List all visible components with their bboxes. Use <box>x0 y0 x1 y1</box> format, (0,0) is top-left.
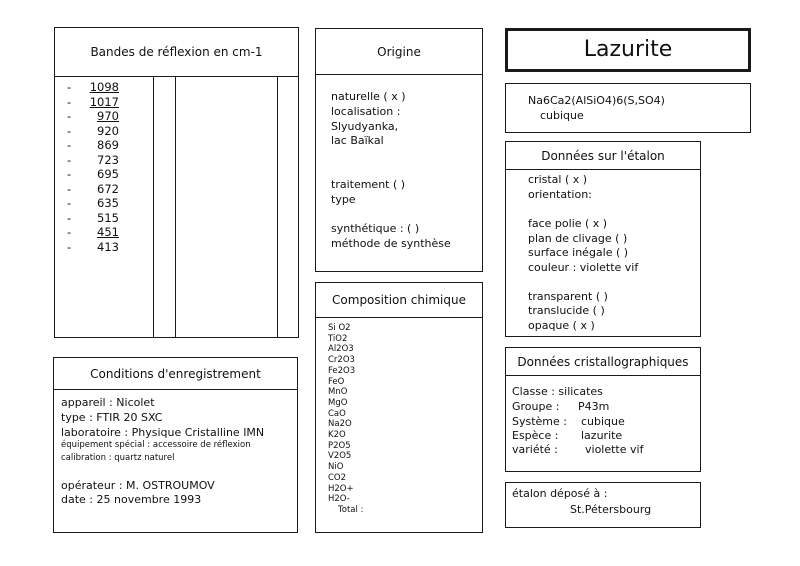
band-dash: - <box>67 181 72 196</box>
operator: opérateur : M. OSTROUMOV <box>61 479 215 492</box>
standard-data-title: Données sur l'étalon <box>506 142 700 170</box>
origin-synthesis-method: méthode de synthèse <box>331 237 451 250</box>
device-type: type : FTIR 20 SXC <box>61 411 163 424</box>
recording-conditions-title: Conditions d'enregistrement <box>54 358 297 390</box>
cleavage-plane: plan de clivage ( ) <box>528 232 628 245</box>
band-value: 672 <box>97 181 119 196</box>
composition-item: Cr2O3 <box>328 355 355 366</box>
deposit-place: St.Pétersbourg <box>570 503 652 516</box>
composition-item: H2O+ <box>328 483 354 494</box>
device: appareil : Nicolet <box>61 396 155 409</box>
special-equipment: équipement spécial : accessoire de réflexion <box>61 440 251 450</box>
band-dash: - <box>67 196 72 210</box>
band-row <box>67 196 119 210</box>
formula-panel <box>505 83 751 133</box>
chemical-composition-title: Composition chimique <box>316 283 482 318</box>
band-row <box>67 225 119 239</box>
translucent: translucide ( ) <box>528 304 605 317</box>
origin-natural: naturelle ( x ) <box>331 90 406 103</box>
system-value: cubique <box>581 415 625 428</box>
band-dash: - <box>67 210 72 225</box>
band-row <box>67 124 119 138</box>
origin-synthetic: synthétique : ( ) <box>331 222 420 235</box>
band-row <box>67 167 119 181</box>
band-value: 1017 <box>89 94 119 109</box>
band-dash: - <box>67 167 72 181</box>
band-value: 970 <box>97 109 119 123</box>
origin-panel <box>315 28 483 272</box>
band-row <box>67 240 119 254</box>
opaque: opaque ( x ) <box>528 319 595 332</box>
band-value: 451 <box>97 225 119 239</box>
deposit-panel <box>505 482 701 528</box>
band-row <box>67 153 119 167</box>
band-value: 920 <box>97 123 119 138</box>
polished-face: face polie ( x ) <box>528 217 608 230</box>
species-label: Espèce : <box>512 429 559 442</box>
composition-item: CaO <box>328 408 346 419</box>
origin-treatment: traitement ( ) <box>331 178 406 191</box>
uneven-surface: surface inégale ( ) <box>528 246 629 259</box>
band-dash: - <box>67 109 72 123</box>
band-value: 695 <box>97 167 119 181</box>
crystallographic-data-panel <box>505 347 701 472</box>
date: date : 25 novembre 1993 <box>61 493 202 506</box>
band-row <box>67 80 119 94</box>
color: couleur : violette vif <box>528 261 639 274</box>
band-dash: - <box>67 138 72 152</box>
composition-item: Al2O3 <box>328 344 354 355</box>
composition-item: FeO <box>328 376 345 387</box>
band-dash: - <box>67 123 72 138</box>
chemical-formula: Na6Ca2(AlSiO4)6(S,SO4) <box>528 94 665 107</box>
band-row <box>67 211 119 225</box>
deposit-label: étalon déposé à : <box>512 487 608 500</box>
origin-type: type <box>331 193 356 206</box>
transparent: transparent ( ) <box>528 290 608 303</box>
composition-item: Na2O <box>328 419 352 430</box>
chemical-composition-panel <box>315 282 483 533</box>
origin-place-2: lac Baïkal <box>331 134 384 147</box>
composition-item: Si O2 <box>328 323 351 333</box>
band-dash: - <box>67 239 72 254</box>
band-value: 413 <box>97 239 119 254</box>
mineral-name-title: Lazurite <box>505 28 751 72</box>
group-value: P43m <box>578 400 610 413</box>
composition-item: NiO <box>328 462 344 473</box>
crystallographic-data-title: Données cristallographiques <box>506 348 700 376</box>
column-divider <box>153 77 154 337</box>
column-divider <box>175 77 176 337</box>
origin-title: Origine <box>316 29 482 75</box>
species-value: lazurite <box>581 429 623 442</box>
crystal: cristal ( x ) <box>528 173 588 186</box>
calibration: calibration : quartz naturel <box>61 453 175 463</box>
system-label: Système : <box>512 415 567 428</box>
laboratory: laboratoire : Physique Cristalline IMN <box>61 426 265 439</box>
band-value: 723 <box>97 152 119 167</box>
band-dash: - <box>67 225 72 239</box>
origin-localisation: localisation : <box>331 105 401 118</box>
variety-label: variété : <box>512 443 558 456</box>
variety-value: violette vif <box>585 443 644 456</box>
band-value: 515 <box>97 210 119 225</box>
group-label: Groupe : <box>512 400 560 413</box>
standard-data-panel <box>505 141 701 337</box>
column-divider <box>277 77 278 337</box>
band-dash: - <box>67 80 72 94</box>
crystal-system: cubique <box>540 109 584 122</box>
class: Classe : silicates <box>512 385 603 398</box>
composition-item: MgO <box>328 397 348 408</box>
composition-item: MnO <box>328 387 348 398</box>
composition-item: CO2 <box>328 472 347 483</box>
band-value: 635 <box>97 196 119 210</box>
band-dash: - <box>67 152 72 167</box>
reflection-bands-title: Bandes de réflexion en cm-1 <box>55 28 298 77</box>
band-row <box>67 109 119 123</box>
composition-item: Total : <box>338 504 364 515</box>
origin-place-1: Slyudyanka, <box>331 120 399 133</box>
orientation: orientation: <box>528 188 592 201</box>
band-row <box>67 138 119 152</box>
composition-item: K2O <box>328 430 346 440</box>
composition-item: Fe2O3 <box>328 365 356 376</box>
recording-conditions-panel <box>53 357 298 533</box>
band-value: 869 <box>97 138 119 152</box>
composition-item: TiO2 <box>328 333 348 344</box>
band-row <box>67 182 119 196</box>
reflection-bands-panel <box>54 27 299 338</box>
composition-item: P2O5 <box>328 440 351 451</box>
band-row <box>67 95 119 109</box>
composition-item: V2O5 <box>328 451 352 462</box>
composition-item: H2O- <box>328 494 350 505</box>
band-dash: - <box>67 94 72 109</box>
band-value: 1098 <box>89 80 119 94</box>
